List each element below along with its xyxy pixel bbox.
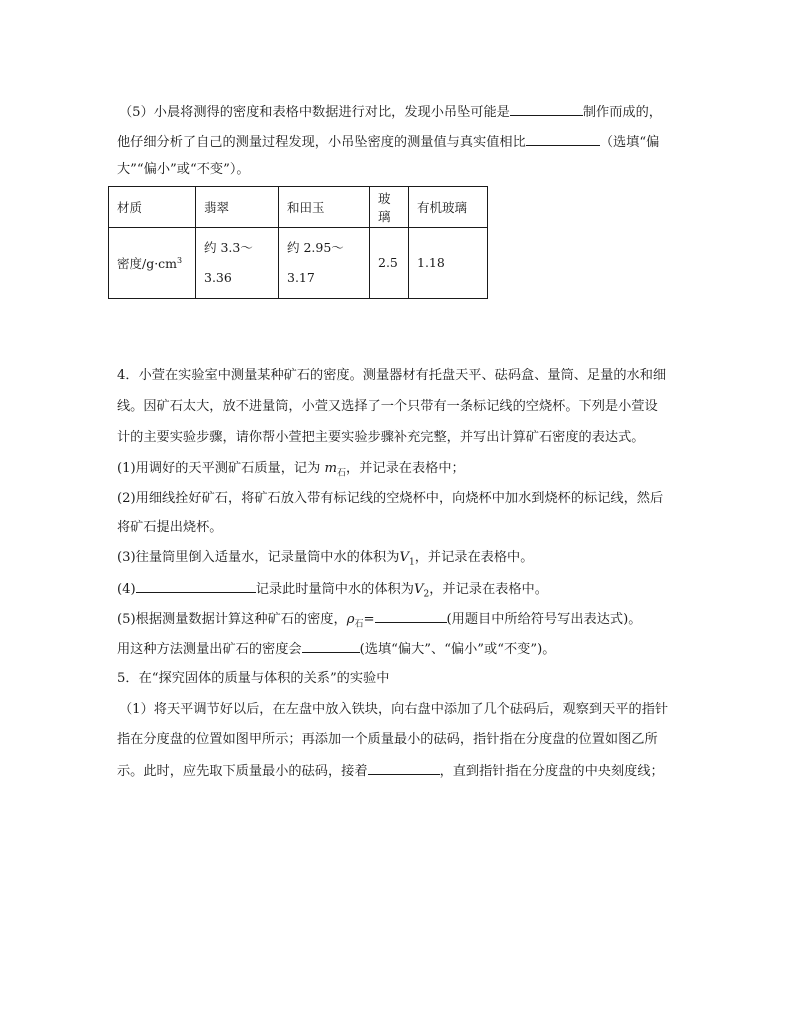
q4-step5 — [117, 608, 641, 635]
var-sub: 2 — [423, 589, 430, 600]
q4-intro-line3 — [117, 428, 645, 448]
q5-line3 — [117, 760, 664, 782]
q5-text: 指在分度盘的位置如图甲所示；再添加一个质量最小的砝码，指针指在分度盘的位置如图乙所 — [117, 732, 658, 747]
q4-text: ，并记录在表格中。 — [414, 550, 534, 565]
table-header-cell: 有机玻璃 — [409, 187, 488, 228]
var-sub: 1 — [408, 557, 415, 568]
q4-text: ，并记录在表格中。 — [429, 582, 548, 597]
q3-text: 他仔细分析了自己的测量过程发现，小吊坠密度的测量值与真实值相比 — [117, 135, 526, 150]
answer-blank-compare[interactable] — [526, 131, 600, 146]
q4-text: (选填“偏大”、“偏小”或“不变”)。 — [359, 642, 556, 657]
density-table — [108, 186, 488, 299]
q4-text: ，并记录在表格中； — [346, 461, 465, 476]
q3-part5-line3 — [117, 160, 250, 180]
var-m: m — [324, 461, 338, 476]
q4-step2-line2 — [117, 518, 223, 538]
q3-text: 制作而成的， — [582, 105, 662, 120]
q4-text: (2)用细线拴好矿石，将矿石放入带有标记线的空烧杯中，向烧杯中加水到烧杯的标记线，然后 — [117, 491, 664, 506]
answer-blank-next-step[interactable] — [368, 760, 440, 775]
q4-text: 用这种方法测量出矿石的密度会 — [117, 642, 302, 657]
table-cell-hetian: 约 2.95～ 3.17 — [279, 228, 370, 299]
answer-blank-expression[interactable] — [375, 608, 447, 623]
q3-part5-line2 — [117, 131, 659, 153]
q3-text: （选填“偏 — [599, 135, 660, 150]
q3-part5-line1 — [119, 101, 662, 123]
q4-text: 4．小萱在实验室中测量某种矿石的密度。测量器材有托盘天平、砝码盒、量筒、足量的水和细 — [117, 368, 667, 383]
var-sub: 石 — [354, 619, 364, 630]
q4-text: 将矿石提出烧杯。 — [117, 520, 223, 535]
q4-step1 — [117, 459, 465, 484]
q4-text: (5)根据测量数据计算这种矿石的密度， — [117, 612, 347, 627]
var-rho: ρ — [346, 612, 355, 627]
q5-text: ，直到指针指在分度盘的中央刻度线； — [439, 764, 664, 779]
q5-line2 — [117, 730, 658, 750]
q4-intro-line1 — [117, 366, 666, 386]
q4-text: (3)往量筒里倒入适量水，记录量筒中水的体积为 — [117, 550, 400, 565]
q3-text: （5）小晨将测得的密度和表格中数据进行对比，发现小吊坠可能是 — [119, 105, 510, 120]
table-header-cell: 玻璃 — [370, 187, 409, 228]
var-v2: V — [413, 582, 424, 597]
table-header-row — [109, 187, 488, 228]
var-v1: V — [399, 550, 409, 565]
var-sub: 石 — [337, 468, 347, 479]
table-row-label: 密度$/g\cdot cm^3$ — [109, 228, 196, 299]
q4-intro-line2 — [117, 397, 658, 417]
q5-text: 5．在“探究固体的质量与体积的关系”的实验中 — [117, 671, 390, 686]
q5-text: 示。此时，应先取下质量最小的砝码，接着 — [117, 764, 368, 779]
answer-blank-material[interactable] — [510, 101, 583, 116]
q4-step3 — [117, 548, 533, 573]
table-cell-organic-glass: 1.18 — [409, 228, 488, 299]
q5-text: （1）将天平调节好以后，在左盘中放入铁块，向右盘中添加了几个砝码后，观察到天平的指针 — [119, 702, 669, 717]
q5-title — [117, 669, 389, 689]
q4-step4 — [117, 578, 548, 605]
q4-text: (1)用调好的天平测矿石质量，记为 — [117, 461, 321, 476]
answer-blank-step4[interactable] — [136, 578, 256, 593]
q3-text: 大”“偏小”或“不变”）。 — [117, 162, 250, 177]
table-cell-jade: 约 3.3～ 3.36 — [196, 228, 279, 299]
q4-text: 计的主要实验步骤，请你帮小萱把主要实验步骤补充完整，并写出计算矿石密度的表达式。 — [117, 430, 645, 445]
table-cell-glass: 2.5 — [370, 228, 409, 299]
equals-sign: = — [363, 612, 375, 627]
q4-text: (4) — [117, 582, 136, 597]
table-row — [109, 228, 488, 299]
q4-text: 线。因矿石太大，放不进量筒，小萱又选择了一个只带有一条标记线的空烧杯。下列是小萱设 — [117, 399, 658, 414]
q4-step6 — [117, 638, 555, 660]
q5-line1 — [119, 700, 668, 720]
q4-text: (用题目中所给符号写出表达式)。 — [446, 612, 642, 627]
q4-step2-line1 — [117, 489, 663, 509]
table-header-cell: 材质 — [109, 187, 196, 228]
table-header-cell: 翡翠 — [196, 187, 279, 228]
table-header-cell: 和田玉 — [279, 187, 370, 228]
answer-blank-error[interactable] — [302, 638, 360, 653]
q4-text: 记录此时量筒中水的体积为 — [255, 582, 414, 597]
